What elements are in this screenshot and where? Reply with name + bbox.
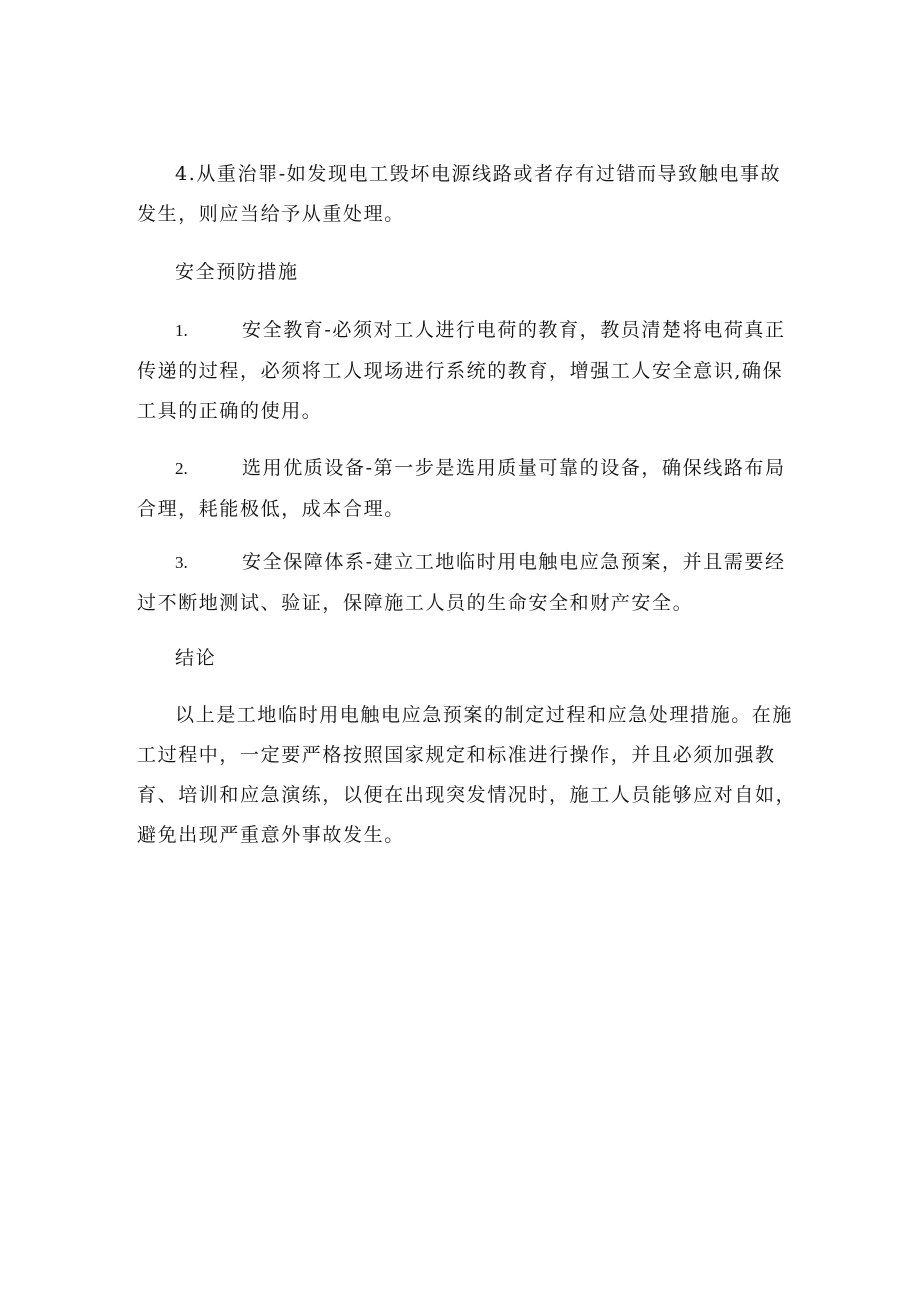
list-item-number: 1. <box>175 321 188 340</box>
paragraph-heavy-punishment: 4.从重治罪-如发现电工毁坏电源线路或者存有过错而导致触电事故发生，则应当给予从重处理。 <box>137 163 782 225</box>
list-item-text: 安全教育-必须对工人进行电荷的教育，教员清楚将电荷真正传递的过程，必须将工人现场进行系统的教育，增强工人安全意识,确保工具的正确的使用。 <box>137 319 786 422</box>
list-item-text: 选用优质设备-第一步是选用质量可靠的设备，确保线路布局合理，耗能极低，成本合理。 <box>137 457 786 520</box>
list-item-text: 安全保障体系-建立工地临时用电触电应急预案，并且需要经过不断地测试、验证，保障施工人员的生命安全和财产安全。 <box>137 551 786 614</box>
list-item-number: 2. <box>175 459 188 478</box>
list-item-quality-equipment <box>137 448 797 529</box>
section-heading-conclusion: 结论 <box>175 647 217 669</box>
paragraph-conclusion: 以上是工地临时用电触电应急预案的制定过程和应急处理措施。在施工过程中，一定要严格按照国家规定和标准进行操作，并且必须加强教育、培训和应急演练，以便在出现突发情况时，施工人员能够应对自如，避免出现严重意外事故发生。 <box>137 704 797 846</box>
section-heading-safety-prevention: 安全预防措施 <box>175 261 299 283</box>
list-item-safety-system <box>137 542 797 623</box>
list-item-number: 3. <box>175 553 188 572</box>
list-item-safety-education <box>137 310 797 431</box>
